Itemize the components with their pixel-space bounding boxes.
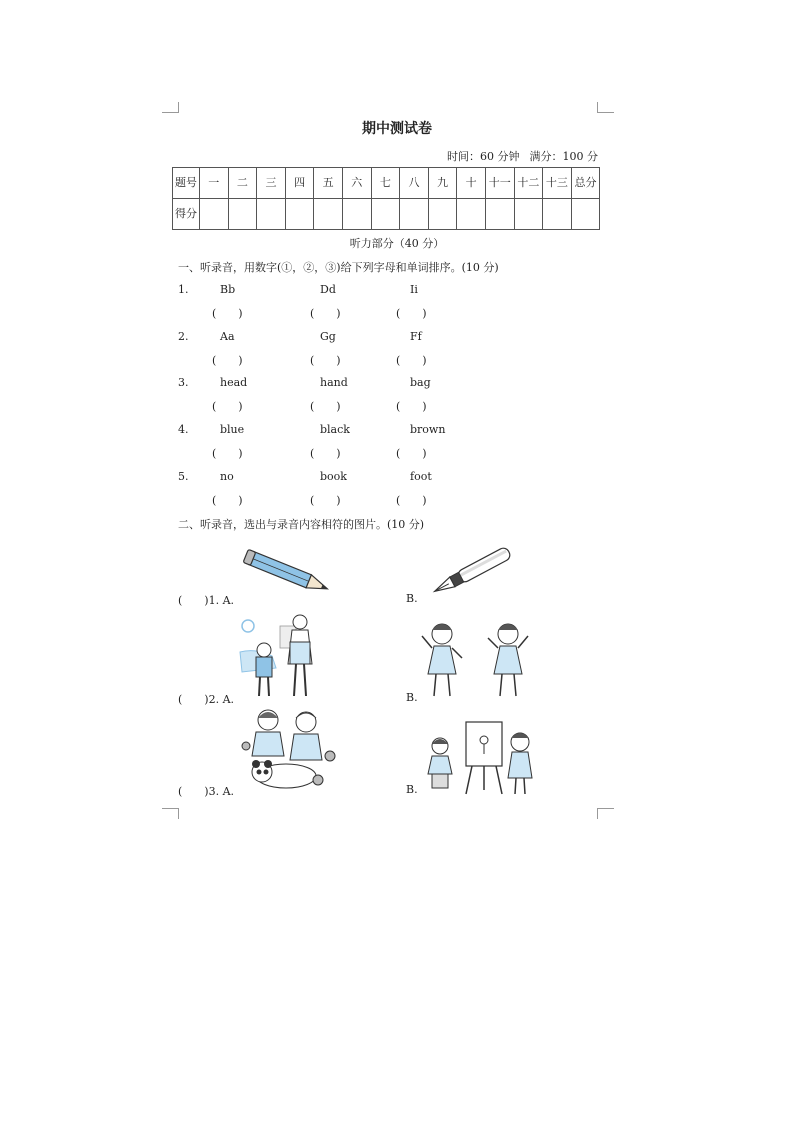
question-row: [178, 330, 618, 344]
col-header: 五: [314, 168, 343, 199]
col-header: 十三: [543, 168, 572, 199]
page-title: 期中测试卷: [362, 121, 432, 137]
col-header: 七: [371, 168, 400, 199]
answer-word: Dd: [320, 283, 336, 296]
answer-word: Bb: [220, 283, 236, 296]
crop-mark-bottom-left: [162, 808, 179, 819]
crop-mark-bottom-right: [597, 808, 614, 819]
answer-word: brown: [410, 423, 446, 436]
question-row: [178, 470, 618, 484]
question-number: 5.: [178, 470, 189, 483]
question-number: 4.: [178, 423, 189, 436]
question-row: [178, 423, 618, 437]
answer-blank-row: [178, 445, 618, 459]
answer-blank[interactable]: ( ): [310, 494, 341, 507]
answer-word: black: [320, 423, 350, 436]
answer-blank[interactable]: ( ): [212, 494, 243, 507]
score-cell[interactable]: [285, 199, 314, 230]
boy-and-woman-picture: [236, 612, 318, 700]
score-cell[interactable]: [314, 199, 343, 230]
score-cell[interactable]: [228, 199, 257, 230]
answer-blank[interactable]: ( ): [212, 400, 243, 413]
col-header: 十一: [485, 168, 514, 199]
score-cell[interactable]: [342, 199, 371, 230]
answer-blank[interactable]: ( ): [212, 354, 243, 367]
col-header: 一: [200, 168, 229, 199]
score-cell[interactable]: [571, 199, 600, 230]
q3-option-a-label[interactable]: ( )3. A.: [178, 785, 235, 798]
score-cell[interactable]: [514, 199, 543, 230]
q1-option-a-label[interactable]: ( )1. A.: [178, 594, 235, 607]
question-number-row: [173, 168, 600, 199]
answer-blank[interactable]: ( ): [310, 354, 341, 367]
answer-word: book: [320, 470, 347, 483]
question-number: 1.: [178, 283, 189, 296]
pencil-picture: [238, 548, 338, 600]
col-header: 九: [428, 168, 457, 199]
crop-mark-top-right: [597, 102, 614, 113]
time-limit: 时间：60 分钟: [447, 150, 520, 163]
score-cell[interactable]: [428, 199, 457, 230]
answer-word: Aa: [220, 330, 235, 343]
q2-option-b-label[interactable]: B.: [406, 691, 418, 704]
listening-section-header: 听力部分（40 分）: [349, 237, 445, 250]
children-with-panda-toy-picture: [238, 706, 342, 792]
q2-option-a-label[interactable]: ( )2. A.: [178, 693, 235, 706]
answer-blank[interactable]: ( ): [212, 447, 243, 460]
answer-blank[interactable]: ( ): [396, 494, 427, 507]
col-header: 总分: [571, 168, 600, 199]
col-header: 三: [257, 168, 286, 199]
answer-blank[interactable]: ( ): [310, 307, 341, 320]
fountain-pen-picture: [424, 544, 519, 600]
q3-option-b-label[interactable]: B.: [406, 783, 418, 796]
col-header: 二: [228, 168, 257, 199]
score-cell[interactable]: [543, 199, 572, 230]
answer-blank[interactable]: ( ): [396, 400, 427, 413]
answer-blank-row: [178, 352, 618, 366]
score-cell[interactable]: [485, 199, 514, 230]
score-row: [173, 199, 600, 230]
question-number: 3.: [178, 376, 189, 389]
col-header: 六: [342, 168, 371, 199]
score-cell[interactable]: [457, 199, 486, 230]
answer-blank[interactable]: ( ): [310, 400, 341, 413]
answer-word: Ff: [410, 330, 422, 343]
two-girls-dancing-picture: [420, 616, 532, 700]
section-1-heading: 一、听录音，用数字(①，②，③)给下列字母和单词排序。(10 分): [178, 261, 499, 274]
answer-word: head: [220, 376, 248, 389]
answer-word: foot: [410, 470, 432, 483]
col-header: 四: [285, 168, 314, 199]
total-score: 满分：100 分: [529, 150, 598, 163]
row-label-score: 得分: [173, 199, 200, 230]
row-label-question-number: 题号: [173, 168, 200, 199]
crop-mark-top-left: [162, 102, 179, 113]
answer-word: Gg: [320, 330, 336, 343]
answer-word: Ii: [410, 283, 418, 296]
exam-meta: [447, 148, 598, 164]
score-cell[interactable]: [200, 199, 229, 230]
answer-word: hand: [320, 376, 348, 389]
answer-blank[interactable]: ( ): [396, 354, 427, 367]
score-cell[interactable]: [257, 199, 286, 230]
answer-blank-row: [178, 305, 618, 319]
answer-word: bag: [410, 376, 431, 389]
col-header: 八: [400, 168, 429, 199]
answer-blank[interactable]: ( ): [212, 307, 243, 320]
q1-option-b-label[interactable]: B.: [406, 592, 418, 605]
score-table: [172, 167, 600, 230]
question-number: 2.: [178, 330, 189, 343]
col-header: 十: [457, 168, 486, 199]
answer-blank-row: [178, 492, 618, 506]
question-row: [178, 283, 618, 297]
answer-blank[interactable]: ( ): [396, 447, 427, 460]
question-row: [178, 376, 618, 390]
girls-painting-easel-picture: [422, 716, 540, 796]
answer-word: blue: [220, 423, 245, 436]
score-cell[interactable]: [371, 199, 400, 230]
answer-word: no: [220, 470, 234, 483]
answer-blank[interactable]: ( ): [396, 307, 427, 320]
score-cell[interactable]: [400, 199, 429, 230]
col-header: 十二: [514, 168, 543, 199]
answer-blank-row: [178, 398, 618, 412]
section-2-heading: 二、听录音，选出与录音内容相符的图片。(10 分): [178, 518, 425, 531]
answer-blank[interactable]: ( ): [310, 447, 341, 460]
